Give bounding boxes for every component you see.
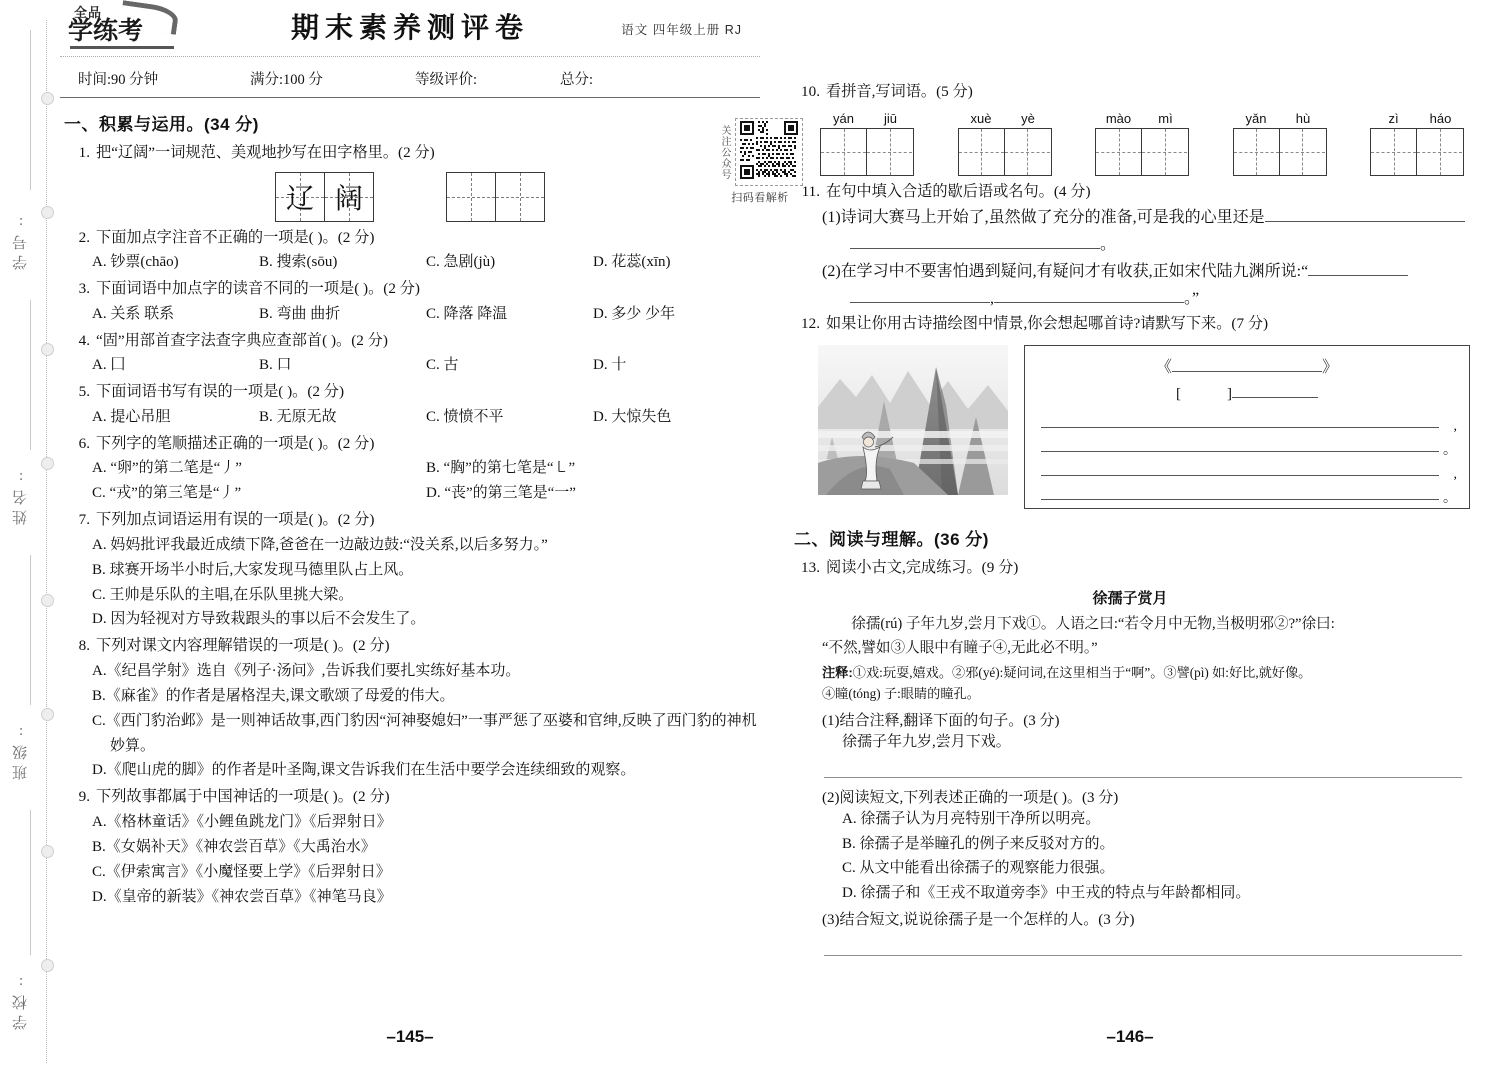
- option-b[interactable]: B. 徐孺子是举瞳孔的例子来反驳对方的。: [842, 835, 1115, 852]
- page-title: 期末素养测评卷: [290, 13, 529, 44]
- option-b[interactable]: B. 口: [259, 357, 292, 374]
- question-9-options: [92, 810, 760, 910]
- option-c[interactable]: C. 急剧(jù): [426, 254, 496, 271]
- question-7-options: [92, 533, 760, 633]
- answer-line[interactable]: [824, 955, 1462, 956]
- info-total-score: 满分:100 分: [250, 72, 323, 88]
- question-4-text: “固”用部首查字法查字典应查部首( )。(2 分): [96, 331, 388, 349]
- question-11-text: 在句中填入合适的歇后语或名句。(4 分): [826, 182, 1091, 200]
- pinyin-syllable: yán: [833, 110, 854, 126]
- option-b[interactable]: B. 搜索(sōu): [259, 254, 338, 271]
- section-2-heading: 二、阅读与理解。(36 分): [794, 529, 989, 549]
- title-bracket-close: 》: [1322, 358, 1339, 376]
- option-d[interactable]: D. 因为轻视对方导致栽跟头的事以后不会发生了。: [92, 611, 426, 628]
- notes-text-1: ①戏:玩耍,嬉戏。②邪(yé):疑问词,在这里相当于“啊”。③譬(pì) 如:好比,就好像。: [852, 664, 1312, 680]
- option-c[interactable]: C. 降落 降温: [426, 305, 508, 322]
- passage-paragraph-2: “不然,譬如③人眼中有瞳子④,无此必不明。”: [822, 639, 1098, 656]
- question-3-options: [92, 302, 760, 327]
- question-12-number: 12.: [801, 315, 820, 333]
- question-1-number: 1.: [78, 144, 90, 161]
- info-time: 时间:90 分钟: [78, 72, 159, 88]
- poem-title-line: [1035, 354, 1459, 377]
- qr-caption: 扫码看解析: [731, 192, 789, 204]
- exam-info-bar: [60, 56, 760, 98]
- option-a[interactable]: A. 妈妈批评我最近成绩下降,爸爸在一边敲边鼓:“没关系,以后多努力。”: [92, 536, 548, 553]
- option-a[interactable]: A. 钞票(chāo): [92, 254, 179, 271]
- option-a[interactable]: A. 徐孺子认为月亮特别干净所以明亮。: [842, 810, 1101, 827]
- sample-char-1: 辽: [285, 183, 314, 215]
- passage-title: 徐孺子赏月: [1092, 589, 1168, 607]
- question-6-options-row2: [92, 481, 760, 506]
- line-punctuation: ,: [1453, 418, 1457, 434]
- notes-label: 注释:: [822, 664, 853, 680]
- question-2-number: 2.: [78, 228, 90, 246]
- q12-figure-and-box: [818, 345, 1470, 509]
- pinyin-syllable: yè: [1021, 110, 1035, 126]
- question-11-number: 11.: [801, 182, 820, 200]
- write-cell[interactable]: [1280, 129, 1325, 175]
- question-12: [794, 312, 1470, 337]
- question-9-text: 下列故事都属于中国神话的一项是( )。(2 分): [96, 788, 390, 806]
- question-6-number: 6.: [78, 434, 90, 452]
- q11-sub2-end: 。”: [1184, 290, 1200, 308]
- question-9: [64, 785, 760, 810]
- info-sum: 总分:: [560, 72, 594, 88]
- q13-sub2-options: [842, 807, 1470, 907]
- punch-mark: [41, 594, 54, 607]
- poem-line[interactable]: [1035, 458, 1459, 482]
- poem-author-line: [1035, 381, 1459, 403]
- title-bracket-open: 《: [1155, 358, 1172, 376]
- q13-sub1: (1)结合注释,翻译下面的句子。(3 分): [822, 712, 1060, 729]
- question-10-text: 看拼音,写词语。(5 分): [826, 83, 973, 100]
- pinyin-syllable: zì: [1388, 110, 1399, 126]
- pinyin-syllable: yǎn: [1245, 110, 1267, 126]
- punch-mark: [41, 457, 54, 470]
- question-13-text: 阅读小古文,完成练习。(9 分): [826, 558, 1019, 576]
- margin-rule-2: [30, 300, 31, 450]
- option-b[interactable]: B. 弯曲 曲折: [259, 305, 341, 322]
- question-3-text: 下面词语中加点字的读音不同的一项是( )。(2 分): [96, 280, 420, 298]
- option-b[interactable]: B.《女娲补天》《神农尝百草》《大禹治水》: [92, 838, 376, 855]
- pinyin-syllable: xuè: [970, 110, 992, 126]
- option-b[interactable]: B. 球赛开场半小时后,大家发现马德里队占上风。: [92, 561, 414, 578]
- pinyin-group: [820, 111, 914, 176]
- option-b[interactable]: B. 无原无故: [259, 408, 337, 425]
- landscape-illustration: [818, 345, 1008, 495]
- line-punctuation: 。: [1443, 442, 1457, 458]
- question-2: [64, 226, 760, 251]
- q13-sub2: (2)阅读短文,下列表述正确的一项是( )。(3 分): [822, 789, 1119, 806]
- question-8-number: 8.: [78, 637, 90, 655]
- q11-sub2-mid: ,: [990, 290, 994, 308]
- margin-rule-3: [30, 555, 31, 705]
- option-d[interactable]: D.《皇帝的新装》《神农尝百草》《神笔马良》: [92, 888, 392, 905]
- option-a[interactable]: A. 提心吊胆: [92, 408, 171, 425]
- poem-title-blank[interactable]: [1172, 354, 1322, 372]
- tianzige-cell[interactable]: [447, 173, 496, 221]
- passage-notes: [822, 662, 1470, 705]
- option-a[interactable]: A. 囗: [92, 357, 126, 374]
- question-4: [64, 329, 760, 354]
- pinyin-syllable: jiū: [883, 110, 897, 126]
- masthead: [60, 0, 760, 52]
- question-7-number: 7.: [78, 511, 90, 529]
- option-c[interactable]: C. 愤愤不平: [426, 408, 504, 425]
- dynasty-bracket-open: [: [1176, 385, 1181, 402]
- question-7: [64, 508, 760, 533]
- poem-line[interactable]: [1035, 434, 1459, 458]
- answer-blank[interactable]: [994, 285, 1184, 303]
- line-punctuation: 。: [1443, 490, 1457, 506]
- info-grade-eval: 等级评价:: [415, 72, 478, 88]
- poem-line[interactable]: [1035, 410, 1459, 434]
- question-9-number: 9.: [78, 788, 90, 806]
- option-b[interactable]: B.《麻雀》的作者是屠格涅夫,课文歌颂了母爱的伟大。: [92, 687, 455, 704]
- margin-label-class: 班级:: [13, 719, 29, 781]
- write-cell[interactable]: [1096, 129, 1142, 175]
- question-6-text: 下列字的笔顺描述正确的一项是( )。(2 分): [96, 434, 375, 452]
- q11-sub2-text: (2)在学习中不要害怕遇到疑问,有疑问才有收获,正如宋代陆九渊所说:“: [822, 263, 1309, 281]
- punch-mark: [41, 343, 54, 356]
- option-d[interactable]: D. “丧”的第三笔是“一”: [426, 485, 576, 502]
- margin-rule-1: [30, 30, 31, 190]
- logo-main-text: 学练考: [68, 17, 144, 45]
- passage-paragraph-1: 徐孺(rú) 子年九岁,尝月下戏①。人语之曰:“若令月中无物,当极明邪②?”徐曰:: [851, 615, 1335, 632]
- pinyin-syllable: mì: [1158, 110, 1173, 126]
- question-12-text: 如果让你用古诗描绘图中情景,你会想起哪首诗?请默写下来。(7 分): [826, 315, 1269, 333]
- question-8-options: [92, 659, 760, 783]
- page-number-right: –146–: [1106, 1027, 1154, 1046]
- question-1: [64, 141, 760, 166]
- option-d[interactable]: D. 花蕊(xīn): [593, 254, 671, 271]
- poem-answer-box[interactable]: [1024, 345, 1470, 509]
- option-d[interactable]: D. 大惊失色: [593, 408, 672, 425]
- subject-line: 语文 四年级上册 RJ: [621, 23, 742, 37]
- tianzige-cell: [276, 173, 325, 221]
- question-5-number: 5.: [78, 383, 90, 401]
- write-cell[interactable]: [821, 129, 867, 175]
- qr-vertical-label: 关注公众号: [719, 124, 730, 180]
- answer-blank[interactable]: [850, 231, 1100, 249]
- pinyin-group: [1370, 111, 1464, 176]
- option-c[interactable]: C. 王帅是乐队的主唱,在乐队里挑大梁。: [92, 586, 354, 603]
- question-10-number: 10.: [801, 83, 820, 100]
- option-a[interactable]: A. “卵”的第二笔是“丿”: [92, 460, 242, 477]
- answer-blank[interactable]: [850, 285, 990, 303]
- write-cell[interactable]: [959, 129, 1005, 175]
- option-d[interactable]: D. 十: [593, 357, 627, 374]
- question-5-options: [92, 405, 760, 430]
- margin-rule-4: [30, 810, 31, 955]
- q13-sub1-sentence: 徐孺子年九岁,尝月下戏。: [842, 733, 1011, 750]
- line-punctuation: ,: [1453, 466, 1457, 482]
- question-7-text: 下列加点词语运用有误的一项是( )。(2 分): [96, 511, 375, 529]
- tianzige-sample: [275, 172, 374, 222]
- question-2-text: 下面加点字注音不正确的一项是( )。(2 分): [96, 228, 375, 246]
- poem-line[interactable]: [1035, 482, 1459, 506]
- question-8-text: 下列对课文内容理解错误的一项是( )。(2 分): [96, 637, 390, 655]
- dynasty-bracket-close: ]: [1227, 385, 1232, 402]
- pinyin-syllable: háo: [1429, 110, 1452, 126]
- tianzige-cell[interactable]: [496, 173, 544, 221]
- question-13: [794, 556, 1470, 581]
- question-11-sub1: [822, 204, 1470, 254]
- pinyin-group: [1233, 111, 1327, 176]
- write-cell[interactable]: [1142, 129, 1187, 175]
- question-11: [794, 180, 1470, 205]
- q10-pinyin-grid-row: [820, 111, 1464, 176]
- q11-sub1-end: 。: [1100, 236, 1117, 254]
- poem-write-lines: [1035, 410, 1459, 506]
- pinyin-syllable: hù: [1295, 110, 1311, 126]
- question-3-number: 3.: [78, 280, 90, 298]
- option-b[interactable]: B. “胸”的第七笔是“㇄”: [426, 460, 576, 477]
- punch-mark: [41, 708, 54, 721]
- punch-mark: [41, 959, 54, 972]
- write-cell[interactable]: [1417, 129, 1462, 175]
- option-c[interactable]: C. “戎”的第三笔是“丿”: [92, 485, 242, 502]
- question-4-number: 4.: [78, 331, 90, 349]
- punch-mark: [41, 845, 54, 858]
- page-number-left: –145–: [386, 1027, 434, 1046]
- answer-line[interactable]: [824, 777, 1462, 778]
- option-c[interactable]: C. 从文中能看出徐孺子的观察能力很强。: [842, 860, 1115, 877]
- question-8: [64, 634, 760, 659]
- binding-margin: [0, 0, 58, 1083]
- question-6-options-row1: [92, 456, 760, 481]
- write-cell[interactable]: [1005, 129, 1050, 175]
- option-d[interactable]: D.《爬山虎的脚》的作者是叶圣陶,课文告诉我们在生活中要学会连续细致的观察。: [92, 762, 636, 779]
- option-c[interactable]: C. 古: [426, 357, 459, 374]
- option-d[interactable]: D. 多少 少年: [593, 305, 676, 322]
- question-11-sub2: [822, 258, 1470, 308]
- question-13-number: 13.: [801, 558, 820, 576]
- left-page: [60, 0, 789, 1083]
- passage-body: [822, 612, 1470, 660]
- q1-tianzige-row: [60, 172, 760, 222]
- notes-text-2: ④瞳(tóng) 子:眼睛的瞳孔。: [822, 686, 980, 702]
- option-d[interactable]: D. 徐孺子和《王戎不取道旁李》中王戎的特点与年龄都相同。: [842, 885, 1251, 902]
- right-page: [790, 0, 1470, 1083]
- margin-label-student-id: 学号:: [13, 209, 29, 271]
- option-a[interactable]: A. 关系 联系: [92, 305, 175, 322]
- q13-sub3: (3)结合短文,说说徐孺子是一个怎样的人。(3 分): [822, 912, 1135, 929]
- margin-label-name: 姓名:: [13, 464, 29, 526]
- question-6: [64, 432, 760, 457]
- question-3: [64, 277, 760, 302]
- option-c[interactable]: C.《西门豹治邺》是一则神话故事,西门豹因“河神娶媳妇”一事严惩了巫婆和官绅,反映了西门豹的神机妙算。: [92, 712, 757, 754]
- logo-top-text: 全品: [74, 5, 103, 20]
- pinyin-group: [1095, 111, 1189, 176]
- write-cell[interactable]: [1234, 129, 1280, 175]
- tianzige-cell: [325, 173, 373, 221]
- answer-blank[interactable]: [1308, 258, 1408, 276]
- option-a[interactable]: A.《格林童话》《小鲤鱼跳龙门》《后羿射日》: [92, 813, 392, 830]
- sample-char-2: 阔: [334, 183, 363, 215]
- punch-mark: [41, 206, 54, 219]
- question-10: [794, 80, 1470, 105]
- question-1-text: 把“辽阔”一词规范、美观地抄写在田字格里。(2 分): [96, 144, 435, 161]
- question-5-text: 下面词语书写有误的一项是( )。(2 分): [96, 383, 345, 401]
- q11-sub1-text: (1)诗词大赛马上开始了,虽然做了充分的准备,可是我的心里还是: [822, 209, 1265, 227]
- question-4-options: [92, 353, 760, 378]
- margin-label-school: 学校:: [13, 969, 29, 1031]
- option-c[interactable]: C.《伊索寓言》《小魔怪要上学》《后羿射日》: [92, 863, 391, 880]
- tianzige-blank[interactable]: [446, 172, 545, 222]
- write-cell[interactable]: [1371, 129, 1417, 175]
- poem-author-blank[interactable]: [1232, 381, 1318, 398]
- section-1-heading: 一、积累与运用。(34 分): [64, 115, 259, 134]
- pinyin-syllable: mào: [1105, 110, 1132, 126]
- question-2-options: [92, 250, 760, 275]
- option-a[interactable]: A.《纪昌学射》选自《列子·汤问》,告诉我们要扎实练好基本功。: [92, 662, 521, 679]
- question-5: [64, 380, 760, 405]
- fold-dotted-line: [46, 20, 47, 1063]
- punch-mark: [41, 92, 54, 105]
- logo-underbar: [70, 46, 174, 49]
- answer-blank[interactable]: [1265, 204, 1465, 222]
- write-cell[interactable]: [867, 129, 912, 175]
- pinyin-group: [958, 111, 1052, 176]
